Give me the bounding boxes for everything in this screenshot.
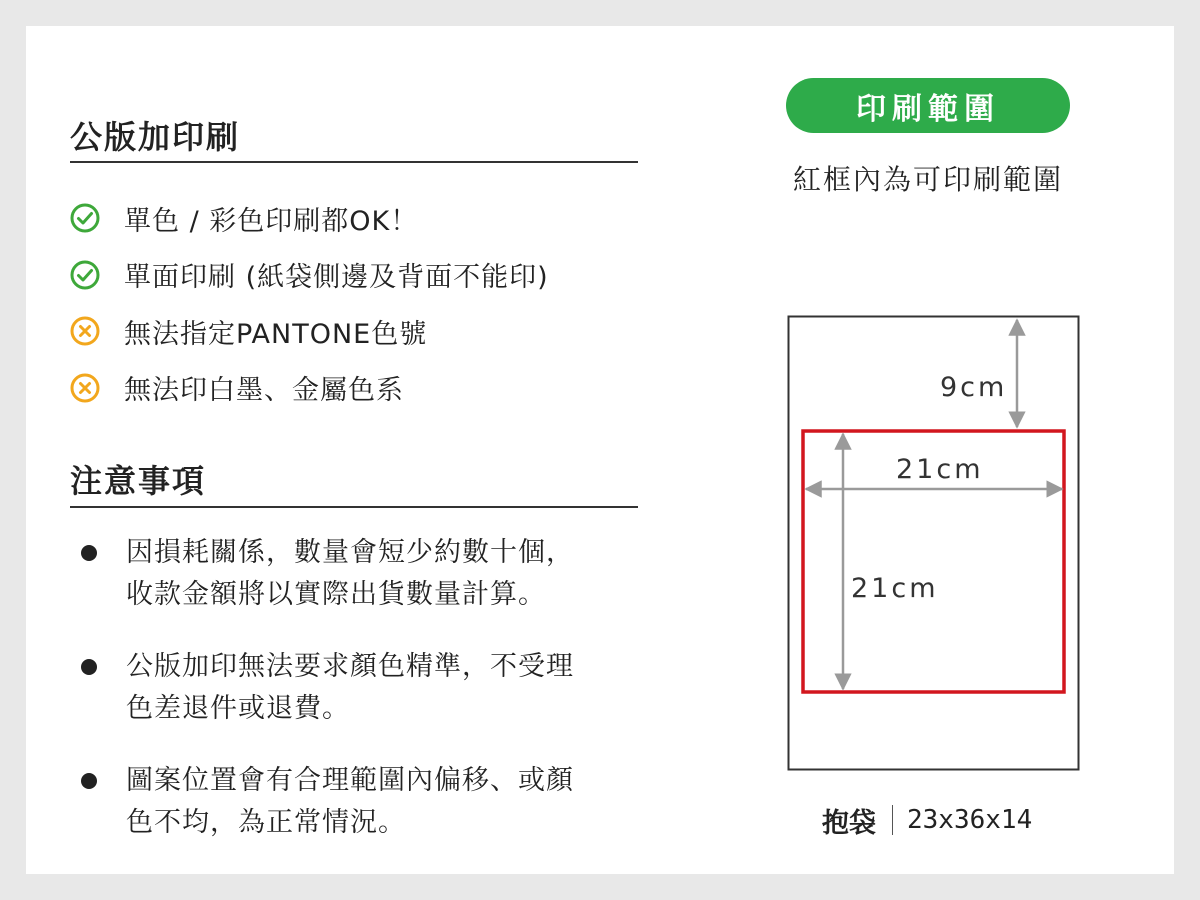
bullet-dot	[81, 773, 97, 789]
bag-size: 23x36x14	[907, 805, 1033, 835]
print-area-pill	[786, 78, 1070, 133]
feature-text: 無法印白墨、金屬色系	[124, 375, 404, 407]
notes-list	[70, 532, 670, 874]
note-line: 色不均，為正常情況。	[126, 807, 406, 838]
note-item	[70, 646, 670, 730]
features-heading: 公版加印刷	[70, 118, 241, 156]
features-divider	[70, 161, 638, 163]
print-area-caption: 紅框內為可印刷範圍	[792, 163, 1063, 196]
note-line: 色差退件或退費。	[126, 693, 350, 724]
note-line: 收款金額將以實際出貨數量計算。	[126, 579, 546, 610]
bag-name: 抱袋	[822, 807, 876, 839]
x-circle-icon	[70, 316, 100, 346]
feature-text: 無法指定PANTONE色號	[124, 318, 428, 350]
print-width-label: 21cm	[896, 454, 984, 485]
bullet-dot	[81, 659, 97, 675]
feature-item	[70, 303, 549, 360]
note-item	[70, 760, 670, 844]
note-item	[70, 532, 670, 616]
check-circle-icon	[70, 203, 100, 233]
note-line: 因損耗關係，數量會短少約數十個，	[126, 537, 574, 568]
bag-diagram	[770, 300, 1100, 790]
bag-outline	[789, 317, 1079, 770]
check-circle-icon	[70, 260, 100, 290]
top-offset-label: 9cm	[940, 372, 1008, 403]
feature-item	[70, 190, 549, 247]
feature-text: 單面印刷 (紙袋側邊及背面不能印)	[124, 262, 549, 294]
feature-item	[70, 247, 549, 304]
print-area-pill-label: 印刷範圍	[856, 91, 1000, 127]
feature-text: 單色 / 彩色印刷都OK！	[124, 205, 419, 237]
note-line: 公版加印無法要求顏色精準，不受理	[126, 651, 574, 682]
bullet-dot	[81, 545, 97, 561]
note-line: 圖案位置會有合理範圍內偏移、或顏	[126, 765, 574, 796]
feature-list	[70, 190, 549, 416]
footer-divider	[892, 805, 893, 835]
notes-divider	[70, 506, 638, 508]
notes-heading: 注意事項	[70, 462, 207, 500]
print-height-label: 21cm	[851, 573, 939, 604]
feature-item	[70, 360, 549, 417]
x-circle-icon	[70, 373, 100, 403]
bag-footer-caption	[822, 800, 1032, 840]
